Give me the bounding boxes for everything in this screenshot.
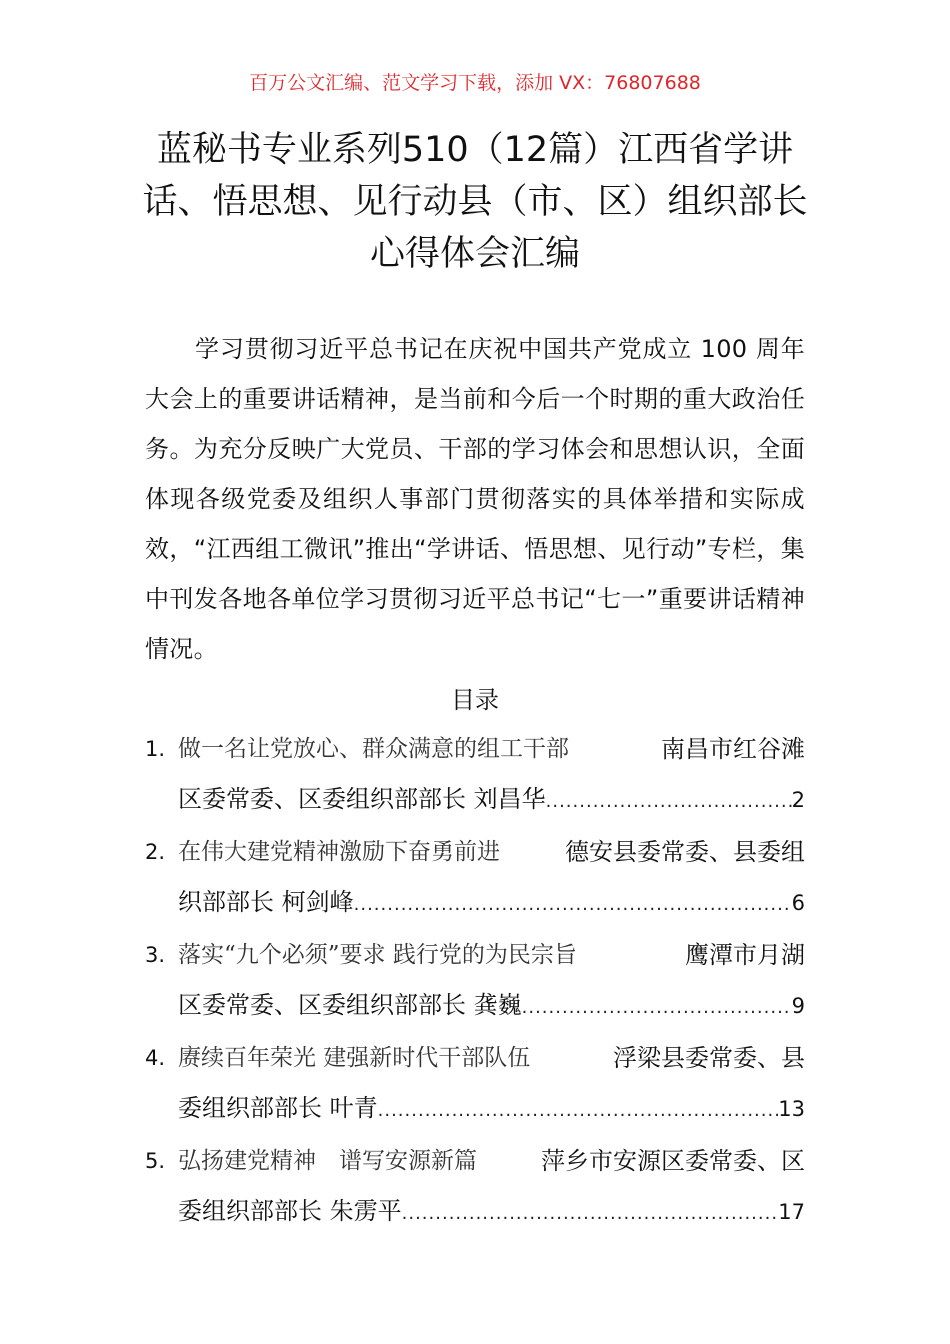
toc-page: 9 (791, 994, 805, 1018)
dot-leader (522, 983, 792, 1033)
toc-author: 鹰潭市月湖 (685, 941, 805, 969)
table-of-contents (145, 724, 805, 1239)
toc-title: 弘扬建党精神 谱写安源新篇 (178, 1148, 477, 1174)
toc-number: 3. (145, 943, 166, 967)
toc-author: 萍乡市安源区委常委、区 (541, 1147, 805, 1175)
toc-title: 在伟大建党精神激励下奋勇前进 (178, 839, 500, 865)
toc-heading: 目录 (451, 686, 499, 714)
toc-author-cont: 区委常委、区委组织部部长 龚巍 (178, 991, 522, 1019)
toc-page: 2 (791, 788, 805, 812)
toc-title: 落实“九个必须”要求 践行党的为民宗旨 (178, 942, 577, 968)
toc-author-cont: 织部部长 柯剑峰 (178, 888, 354, 916)
document-title: 蓝秘书专业系列510（12篇）江西省学讲话、悟思想、见行动县（市、区）组织部长心得体会汇编 (142, 130, 808, 274)
toc-entry[interactable] (145, 1033, 805, 1136)
toc-title: 做一名让党放心、群众满意的组工干部 (178, 736, 569, 762)
toc-number: 2. (145, 840, 166, 864)
header-watermark: 百万公文汇编、范文学习下载，添加 VX：76807688 (249, 72, 701, 94)
toc-page: 13 (778, 1097, 805, 1121)
dot-leader (354, 880, 792, 930)
toc-author: 德安县委常委、县委组 (565, 838, 805, 866)
toc-number: 1. (145, 737, 166, 761)
toc-author: 浮梁县委常委、县 (613, 1044, 805, 1072)
toc-entry[interactable] (145, 724, 805, 827)
toc-title: 赓续百年荣光 建强新时代干部队伍 (178, 1045, 531, 1071)
toc-author-cont: 委组织部部长 叶青 (178, 1094, 378, 1122)
intro-paragraph: 学习贯彻习近平总书记在庆祝中国共产党成立 100 周年大会上的重要讲话精神，是当前和今后一个时期的重大政治任务。为充分反映广大党员、干部的学习体会和思想认识，全面体现各级党委及组织人事部门贯彻落实的具体举措和实际成效，“江西组工微讯”推出“学讲话、悟思想、见行动”专栏，集中刊发各地各单位学习贯彻习近平总书记“七一”重要讲话精神情况。 (145, 335, 805, 663)
toc-author-cont: 委组织部部长 朱雳平 (178, 1197, 402, 1225)
toc-author-cont: 区委常委、区委组织部部长 刘昌华 (178, 785, 546, 813)
toc-entry[interactable] (145, 930, 805, 1033)
toc-entry[interactable] (145, 1136, 805, 1239)
dot-leader (378, 1086, 779, 1136)
toc-number: 5. (145, 1149, 166, 1173)
toc-entry[interactable] (145, 827, 805, 930)
toc-page: 17 (778, 1200, 805, 1224)
dot-leader (402, 1189, 779, 1239)
dot-leader (546, 777, 792, 827)
toc-number: 4. (145, 1046, 166, 1070)
toc-author: 南昌市红谷滩 (661, 735, 805, 763)
toc-page: 6 (791, 891, 805, 915)
